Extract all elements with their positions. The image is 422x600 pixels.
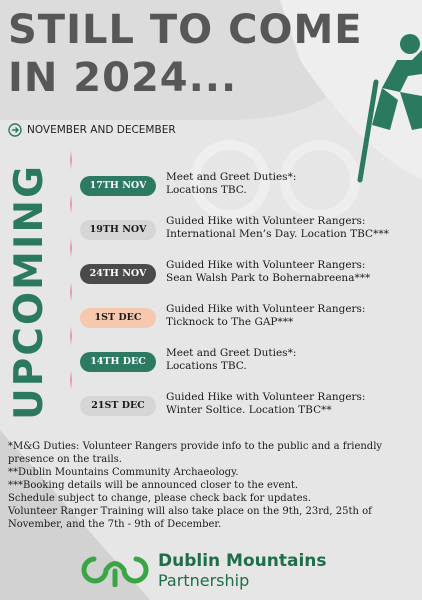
footnote: ***Booking details will be announced closer to the event. [8, 480, 299, 491]
title-line-1: STILL TO COME [8, 7, 363, 53]
event-title: Guided Hike with Volunteer Rangers: [166, 303, 366, 315]
event-title: Guided Hike with Volunteer Rangers: [166, 391, 366, 403]
section-label: NOVEMBER AND DECEMBER [27, 124, 176, 136]
brand-name-line-1: Dublin Mountains [158, 550, 327, 571]
event-detail: Sean Walsh Park to Bohernabreena*** [166, 272, 371, 284]
footnote: *M&G Duties: Volunteer Rangers provide info to the public and a friendly presence on the trails. [8, 441, 383, 465]
dmp-logo-icon [80, 553, 150, 587]
event-detail: Locations TBC. [166, 184, 247, 196]
event-date-badge: 24TH NOV [80, 264, 156, 284]
event-detail: Winter Soltice. Location TBC** [166, 404, 332, 416]
footnote: Schedule subject to change, please check back for updates. [8, 493, 311, 504]
event-date-badge: 19TH NOV [80, 220, 156, 240]
timeline-decoration [68, 150, 74, 425]
footnote: **Dublin Mountains Community Archaeology. [8, 467, 239, 478]
event-item [80, 341, 410, 383]
event-description [166, 171, 296, 197]
event-title: Guided Hike with Volunteer Rangers: [166, 215, 366, 227]
event-description [166, 303, 365, 329]
event-item [80, 165, 410, 207]
event-date-badge: 1ST DEC [80, 308, 156, 328]
event-description [166, 259, 370, 285]
arrow-circle-icon [8, 123, 22, 137]
page-title [8, 6, 363, 102]
section-header [8, 122, 176, 138]
footnotes [8, 440, 418, 531]
event-detail: Ticknock to The GAP*** [166, 316, 294, 328]
vertical-heading: UPCOMING [7, 164, 52, 420]
event-item [80, 385, 410, 427]
title-line-2: IN 2024... [8, 55, 238, 101]
event-date-badge: 17TH NOV [80, 176, 156, 196]
event-description [166, 347, 296, 373]
brand-logo [80, 548, 327, 592]
event-detail: International Men’s Day. Location TBC*** [166, 228, 389, 240]
event-description [166, 215, 389, 241]
brand-name-line-2: Partnership [158, 570, 250, 590]
event-item [80, 209, 410, 251]
event-title: Meet and Greet Duties*: [166, 171, 297, 183]
event-date-badge: 14TH DEC [80, 352, 156, 372]
event-title: Meet and Greet Duties*: [166, 347, 297, 359]
event-detail: Locations TBC. [166, 360, 247, 372]
event-item [80, 297, 410, 339]
event-date-badge: 21ST DEC [80, 396, 156, 416]
brand-name [158, 551, 327, 590]
event-description [166, 391, 365, 417]
footnote: Volunteer Ranger Training will also take place on the 9th, 23rd, 25th of November, and the 7th - 9th of December. [8, 506, 372, 530]
event-item [80, 253, 410, 295]
event-title: Guided Hike with Volunteer Rangers: [166, 259, 366, 271]
